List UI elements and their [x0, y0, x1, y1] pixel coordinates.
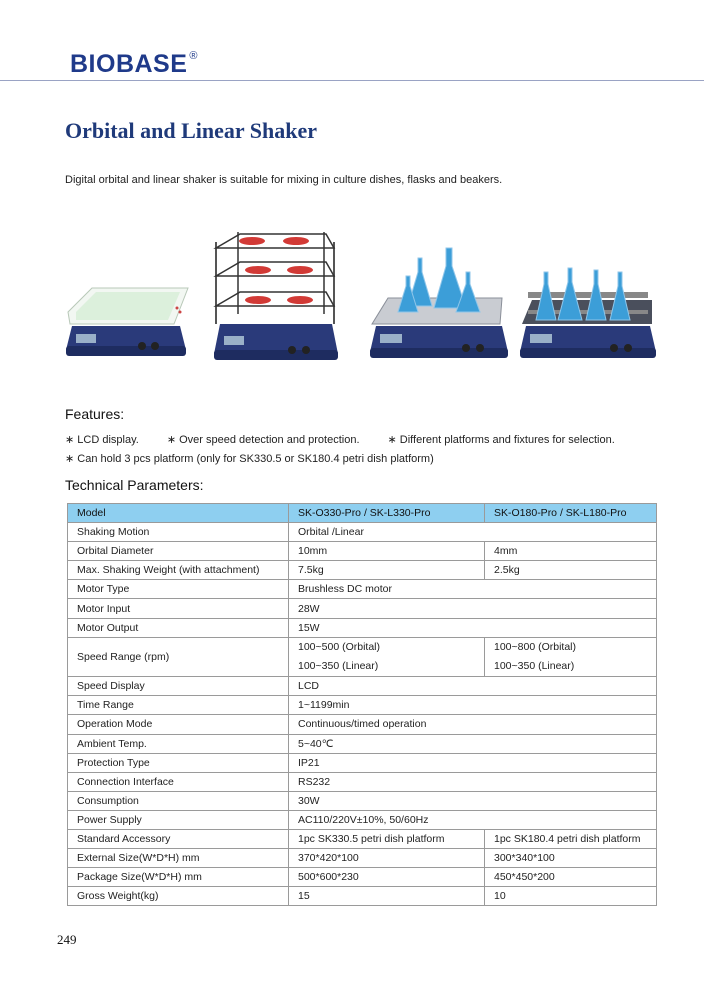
row-label: Standard Accessory [68, 830, 289, 849]
value-cell [289, 637, 485, 677]
table-row [68, 599, 657, 618]
value-cell: 5~40℃ [289, 734, 657, 753]
table-row [68, 772, 657, 791]
value-cell: Brushless DC motor [289, 580, 657, 599]
value-cell: 10 [485, 887, 657, 906]
row-label: Package Size(W*D*H) mm [68, 868, 289, 887]
header-rule [0, 80, 704, 81]
table-header-row [68, 504, 657, 523]
features-line-1 [65, 433, 643, 446]
value-cell [485, 637, 657, 677]
value-cell: IP21 [289, 753, 657, 772]
row-label: Consumption [68, 791, 289, 810]
product-image-flasks [370, 248, 508, 358]
table-row [68, 618, 657, 637]
table-row [68, 849, 657, 868]
row-label: Gross Weight(kg) [68, 887, 289, 906]
value-cell: 28W [289, 599, 657, 618]
table-row [68, 523, 657, 542]
row-label: External Size(W*D*H) mm [68, 849, 289, 868]
product-image-clamp-rack [520, 268, 656, 358]
feature-item: ∗ Different platforms and fixtures for selection. [387, 434, 615, 446]
table-row [68, 677, 657, 696]
value-cell: Continuous/timed operation [289, 715, 657, 734]
row-label: Operation Mode [68, 715, 289, 734]
value-cell: Orbital /Linear [289, 523, 657, 542]
value-line: 100~350 (Linear) [494, 659, 575, 672]
value-cell: 1pc SK180.4 petri dish platform [485, 830, 657, 849]
row-label: Shaking Motion [68, 523, 289, 542]
feature-item: ∗ LCD display. [65, 434, 139, 446]
value-cell: AC110/220V±10%, 50/60Hz [289, 810, 657, 829]
page-title: Orbital and Linear Shaker [65, 118, 318, 143]
registered-mark: ® [189, 49, 199, 62]
value-cell: RS232 [289, 772, 657, 791]
brand-name: BIOBASE [70, 50, 188, 78]
value-cell: 1pc SK330.5 petri dish platform [289, 830, 485, 849]
value-cell: 300*340*100 [485, 849, 657, 868]
feature-item: ∗ Over speed detection and protection. [166, 434, 360, 446]
value-line: 100~800 (Orbital) [494, 640, 577, 653]
value-line: 100~350 (Linear) [298, 659, 379, 672]
table-row [68, 887, 657, 906]
row-label: Motor Output [68, 618, 289, 637]
brand-logo [70, 50, 198, 79]
header-cell-180: SK-O180-Pro / SK-L180-Pro [485, 504, 657, 523]
value-cell: 1~1199min [289, 696, 657, 715]
row-label: Motor Type [68, 580, 289, 599]
row-label: Ambient Temp. [68, 734, 289, 753]
row-label: Connection Interface [68, 772, 289, 791]
value-cell: 4mm [485, 542, 657, 561]
product-image-flat-platform [66, 288, 188, 356]
row-label: Motor Input [68, 599, 289, 618]
table-row [68, 791, 657, 810]
table-row [68, 810, 657, 829]
table-row [68, 637, 657, 677]
header-cell-330: SK-O330-Pro / SK-L330-Pro [289, 504, 485, 523]
table-row [68, 868, 657, 887]
value-cell: 370*420*100 [289, 849, 485, 868]
value-cell: 15W [289, 618, 657, 637]
table-row [68, 734, 657, 753]
value-cell: 2.5kg [485, 561, 657, 580]
row-label: Power Supply [68, 810, 289, 829]
table-row [68, 542, 657, 561]
value-cell: 10mm [289, 542, 485, 561]
row-label: Max. Shaking Weight (with attachment) [68, 561, 289, 580]
value-cell: 15 [289, 887, 485, 906]
spec-table [67, 503, 657, 906]
intro-text: Digital orbital and linear shaker is suitable for mixing in culture dishes, flasks and beakers. [65, 174, 503, 186]
table-row [68, 580, 657, 599]
page-number: 249 [57, 932, 77, 947]
value-cell: 500*600*230 [289, 868, 485, 887]
features-heading: Features: [65, 406, 125, 422]
table-row [68, 696, 657, 715]
value-cell: 450*450*200 [485, 868, 657, 887]
table-row [68, 561, 657, 580]
table-row [68, 753, 657, 772]
row-label: Speed Range (rpm) [68, 637, 289, 677]
row-label: Time Range [68, 696, 289, 715]
value-cell: LCD [289, 677, 657, 696]
row-label: Speed Display [68, 677, 289, 696]
header-cell-model: Model [68, 504, 289, 523]
row-label: Protection Type [68, 753, 289, 772]
features-line-2: ∗ Can hold 3 pcs platform (only for SK330.5 or SK180.4 petri dish platform) [65, 453, 434, 465]
value-cell: 7.5kg [289, 561, 485, 580]
row-label: Orbital Diameter [68, 542, 289, 561]
value-cell: 30W [289, 791, 657, 810]
value-line: 100~500 (Orbital) [298, 640, 381, 653]
product-image-three-tier [214, 232, 338, 360]
table-row [68, 715, 657, 734]
product-images [62, 228, 662, 368]
tech-params-heading: Technical Parameters: [65, 477, 204, 493]
table-row [68, 830, 657, 849]
